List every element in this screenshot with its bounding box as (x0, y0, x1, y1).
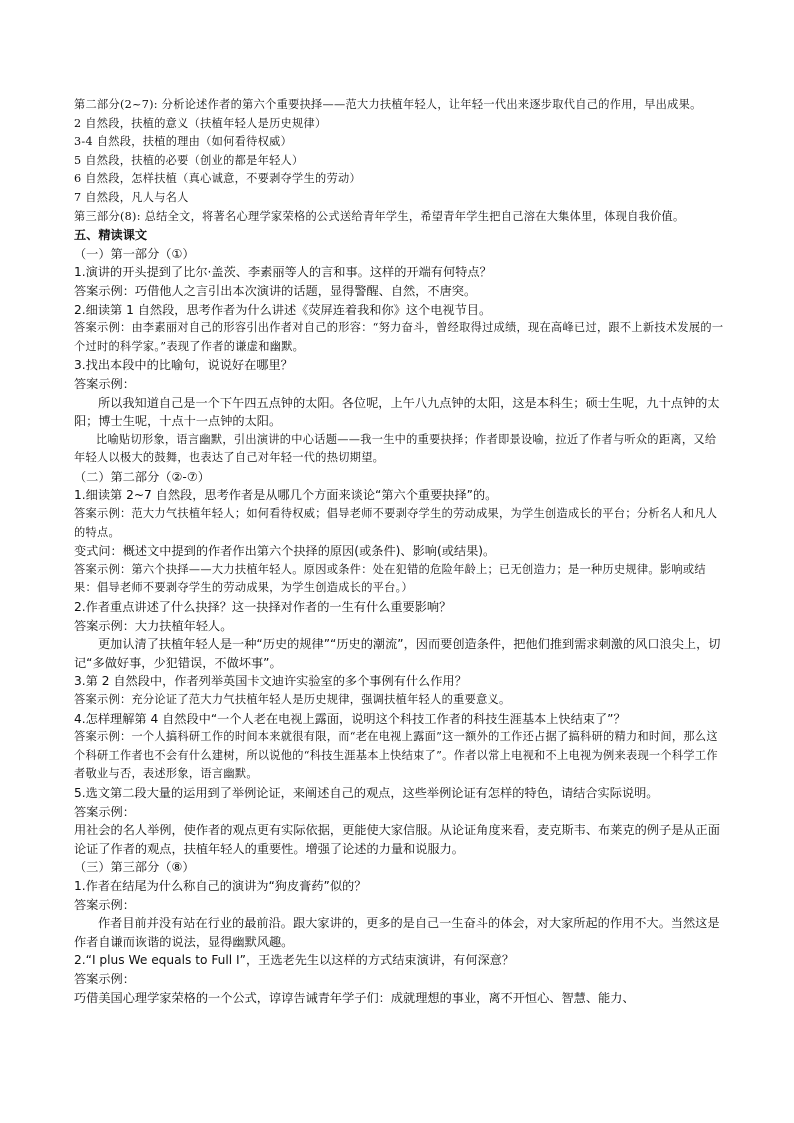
answer-label: 答案示例： (74, 971, 135, 986)
answer: 答案示例：由李素丽对自己的形容引出作者对自己的形容：“努力奋斗，曾经取得过成绩，现在高峰已过，跟不上新技术发展的一个过时的科学家。”表现了作者的谦虚和幽默。 (74, 321, 724, 353)
question: 2.“I plus We equals to Full I”，王选老先生以这样的方式结束演讲，有何深意？ (74, 953, 515, 968)
answer-label: 答案示例： (74, 897, 135, 912)
outline-para-2: 2 自然段，扶植的意义（扶植年轻人是历史规律） (74, 116, 327, 130)
answer: 答案示例：巧借他人之言引出本次演讲的话题，显得警醒、自然，不唐突。 (74, 283, 477, 298)
question: 3.找出本段中的比喻句，说说好在哪里？ (74, 358, 293, 373)
question: 1.细读第 2~7 自然段，思考作者是从哪几个方面来谈论“第六个重要抉择”的。 (74, 488, 498, 503)
question: 1.作者在结尾为什么称自己的演讲为“狗皮膏药”似的？ (74, 878, 367, 893)
answer: 答案示例：大力扶植年轻人。 (74, 618, 233, 633)
question: 1.演讲的开头提到了比尔·盖茨、李素丽等人的言和事。这样的开端有何特点？ (74, 265, 492, 280)
outline-para-6: 6 自然段，怎样扶植（真心诚意，不要剥夺学生的劳动） (74, 172, 361, 186)
outline-part-three: 第三部分(8): 总结全文，将著名心理学家荣格的公式送给青年学生，希望青年学生把自己溶在大集体里，体现自我价值。 (74, 209, 685, 223)
answer: 答案示例：范大力气扶植年轻人；如何看待权威；倡导老师不要剥夺学生的劳动成果，为学生创造成长的平台；分析名人和凡人的特点。 (74, 507, 718, 539)
outline-part-two: 第二部分(2~7): 分析论述作者的第六个重要抉择——范大力扶植年轻人，让年轻一代出来逐步取代自己的作用，早出成果。 (74, 98, 702, 111)
question: 4.怎样理解第 4 自然段中“一个人老在电视上露面，说明这个科技工作者的科技生涯基本上快结束了”？ (74, 711, 626, 726)
variant-question: 变式问：概述文中提到的作者作出第六个抉择的原因(或条件)、影响(或结果)。 (74, 544, 496, 559)
question: 2.作者重点讲述了什么抉择？这一抉择对作者的一生有什么重要影响？ (74, 600, 452, 615)
question: 2.细读第 1 自然段，思考作者为什么讲述《荧屏连着我和你》这个电视节目。 (74, 302, 492, 317)
outline-para-3-4: 3-4 自然段，扶植的理由（如何看待权威） (74, 135, 293, 149)
answer: 答案示例：充分论证了范大力气扶植年轻人是历史规律，强调扶植年轻人的重要意义。 (74, 693, 511, 706)
question: 5.选文第二段大量的运用到了举例论证，来阐述自己的观点，这些举例论证有怎样的特色，请结合实际说明。 (74, 785, 659, 800)
answer-body: 用社会的名人举例，使作者的观点更有实际依据，更能使大家信服。从论证角度来看，麦克斯韦、布莱克的例子是从正面论证了作者的观点，扶植年轻人的重要性。增强了论述的力量和说服力。 (74, 823, 720, 856)
answer-label: 答案示例： (74, 804, 135, 819)
subsection-heading-3: （三）第三部分（⑧） (74, 860, 195, 875)
document-page (74, 96, 724, 1007)
answer-body: 巧借美国心理学家荣格的一个公式，谆谆告诫青年学子们：成就理想的事业，离不开恒心、智慧、能力、 (74, 990, 635, 1005)
outline-para-5: 5 自然段，扶植的必要（创业的都是年轻人） (74, 153, 304, 167)
question: 3.第 2 自然段中，作者列举英国卡文迪许实验室的多个事例有什么作用？ (74, 674, 467, 689)
answer: 答案示例：一个人搞科研工作的时间本来就很有限，而“老在电视上露面”这一额外的工作还占据了搞科研的精力和时间，那么这个科研工作者也不会有什么建树，所以说他的“科技生涯基本上快结束了”。作者以常上电视和不上电视为例来表现一个科学工作者敬业与否，表述形象，语言幽默。 (74, 730, 718, 781)
answer-body: 作者目前并没有站在行业的最前沿。跟大家讲的，更多的是自己一生奋斗的体会，对大家所起的作用不大。当然这是作者自谦而诙谐的说法，显得幽默风趣。 (74, 916, 720, 949)
subsection-heading-2: （二）第二部分（②-⑦） (74, 469, 210, 484)
answer-body: 更加认清了扶植年轻人是一种“历史的规律”“历史的潮流”，因而要创造条件，把他们推到需求刺激的风口浪尖上，切记“多做好事，少犯错误，不做坏事”。 (74, 637, 721, 670)
answer: 比喻贴切形象，语言幽默，引出演讲的中心话题——我一生中的重要抉择；作者即景设喻，拉近了作者与听众的距离，又给年轻人以极大的鼓舞，也表达了自己对年轻一代的热切期望。 (74, 432, 717, 465)
subsection-heading-1: （一）第一部分（①） (74, 246, 195, 261)
answer: 答案示例：第六个抉择——大力扶植年轻人。原因或条件：处在犯错的危险年龄上；已无创造力；是一种历史规律。影响或结果：倡导老师不要剥夺学生的劳动成果，为学生创造成长的平台。） (74, 562, 706, 595)
quoted-passage: 所以我知道自己是一个下午四五点钟的太阳。各位呢，上午八九点钟的太阳，这是本科生；硕士生呢，九十点钟的太阳；博士生呢，十点十一点钟的太阳。 (74, 395, 720, 429)
section-heading: 五、精读课文 (74, 228, 148, 243)
answer-label: 答案示例： (74, 376, 135, 391)
outline-para-7: 7 自然段，凡人与名人 (74, 190, 189, 204)
